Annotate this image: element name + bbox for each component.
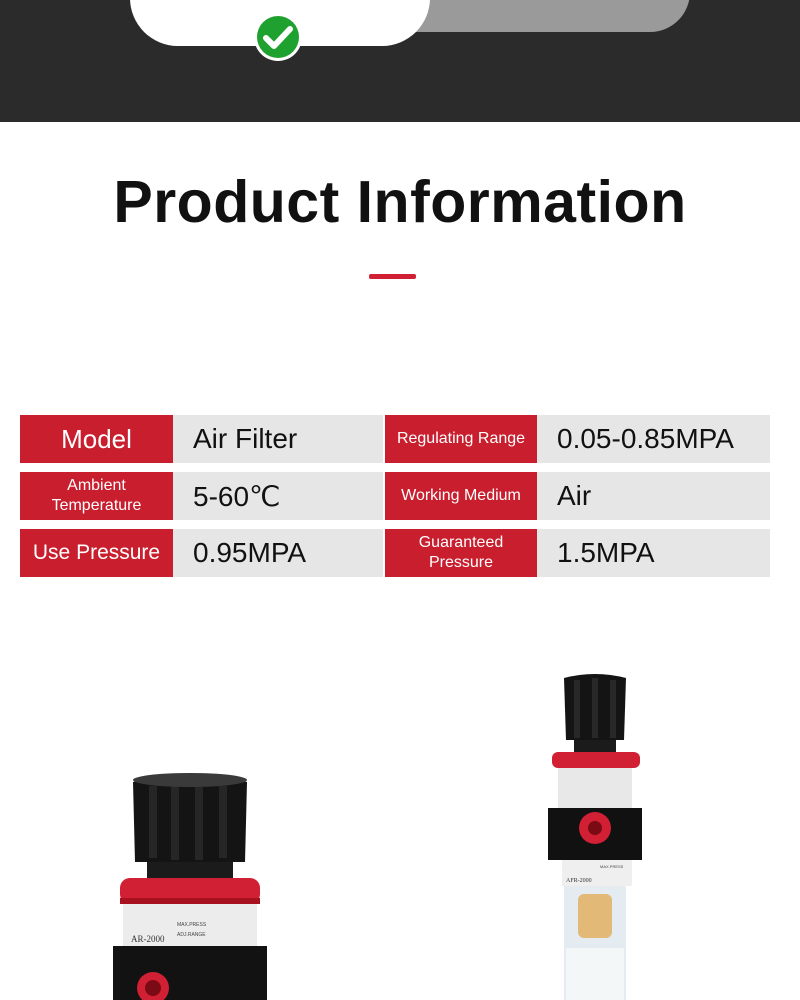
spec-label-working-medium: Working Medium [385,472,537,520]
spec-label-ambient-temperature: Ambient Temperature [20,472,173,520]
regulator-max-press-text: MAX.PRESS [177,922,207,928]
spec-value-guaranteed-pressure: 1.5MPA [537,529,770,577]
spec-value-use-pressure: 0.95MPA [173,529,383,577]
spec-row [20,415,770,463]
spec-value-regulating-range: 0.05-0.85MPA [537,415,770,463]
regulator-adj-range-text: ADJ.RANGE [177,932,206,938]
spec-label-use-pressure: Use Pressure [20,529,173,577]
spec-row [20,472,770,520]
top-banner [0,0,800,122]
filter-regulator-image [540,668,650,1000]
filter-model-label: AFR-2000 [566,878,592,884]
check-circle-icon [253,12,303,62]
regulator-model-label: AR-2000 [131,934,165,944]
spec-label-model: Model [20,415,173,463]
spec-value-model: Air Filter [173,415,383,463]
filter-max-press-text: MAX.PRESS [600,864,624,869]
spec-label-regulating-range: Regulating Range [385,415,537,463]
spec-value-working-medium: Air [537,472,770,520]
spec-value-ambient-temperature: 5-60℃ [173,472,383,520]
spec-label-guaranteed-pressure: Guaranteed Pressure [385,529,537,577]
spec-row [20,529,770,577]
pressure-regulator-image [105,770,275,1000]
title-underline [369,274,416,279]
page-title: Product Information [113,169,687,235]
